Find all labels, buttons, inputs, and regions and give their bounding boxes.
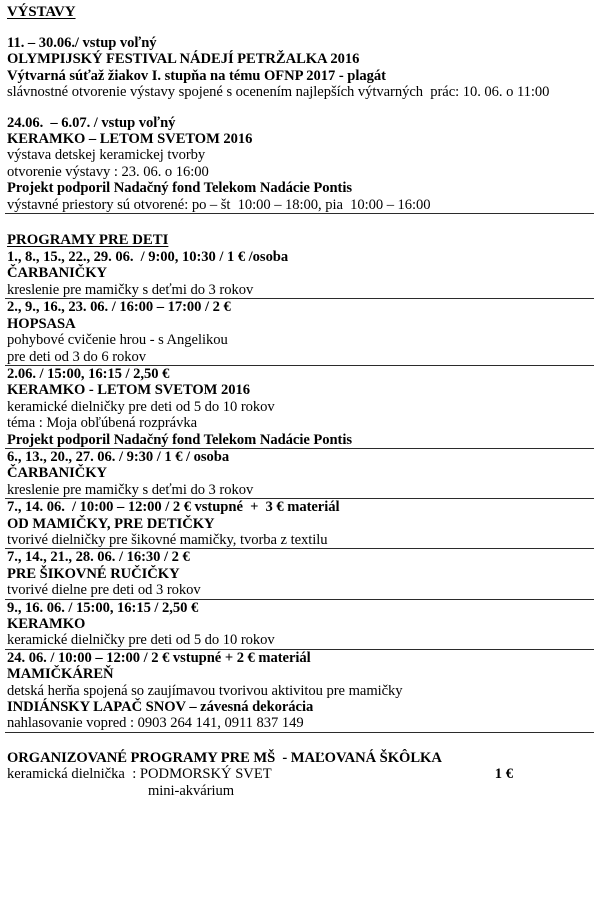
entry-line: Výtvarná súťaž žiakov I. stupňa na tému OFNP 2017 - plagát	[7, 67, 386, 84]
entry-line: KERAMKO – LETOM SVETOM 2016	[7, 131, 253, 148]
entry-line: 6., 13., 20., 27. 06. / 9:30 / 1 € / osoba	[7, 448, 230, 465]
section-organizovane-programy	[0, 733, 600, 799]
entry-line: otvorenie výstavy : 23. 06. o 16:00	[7, 163, 209, 180]
entry-line: pohybové cvičenie hrou - s Angelikou	[7, 332, 228, 349]
program-entry-carbanicky-2	[0, 449, 600, 498]
entry-line: kreslenie pre mamičky s deťmi do 3 rokov	[7, 281, 254, 298]
entry-line: KERAMKO	[7, 616, 86, 632]
priced-row-podmorsky-svet	[7, 766, 595, 782]
entry-line: Projekt podporil Nadačný fond Telekom Nadácie Pontis	[7, 180, 352, 197]
entry-line: nahlasovanie vopred : 0903 264 141, 0911 837 149	[7, 715, 304, 732]
entry-keramko-letom-svetom	[7, 115, 595, 213]
section-heading-programy-pre-deti: PROGRAMY PRE DETI	[7, 232, 169, 249]
program-entry-pre-sikovne-rucicky	[0, 549, 600, 598]
priced-row-spacer	[272, 766, 495, 782]
section-heading-vystavy: VÝSTAVY	[7, 4, 76, 20]
entry-line: 24.06. – 6.07. / vstup voľný	[7, 114, 176, 131]
entry-line: keramické dielničky pre deti od 5 do 10 rokov	[7, 632, 275, 649]
entry-line: OLYMPIJSKÝ FESTIVAL NÁDEJÍ PETRŽALKA 2016	[7, 51, 360, 68]
entry-line: KERAMKO - LETOM SVETOM 2016	[7, 382, 250, 399]
spacer-before-organizovane-heading	[7, 733, 595, 750]
spacer-after-vystavy-heading	[7, 21, 595, 35]
entry-line: 7., 14., 21., 28. 06. / 16:30 / 2 €	[7, 549, 190, 566]
entry-line: 2.06. / 15:00, 16:15 / 2,50 €	[7, 365, 170, 382]
entry-line: slávnostné otvorenie výstavy spojené s ocenením najlepších výtvarných prác: 10. 06. o 11:00	[7, 84, 550, 101]
program-entry-od-mamicky-pre-deticky	[0, 499, 600, 548]
entry-line: výstavné priestory sú otvorené: po – št 10:00 – 18:00, pia 10:00 – 16:00	[7, 196, 431, 213]
entry-line: výstava detskej keramickej tvorby	[7, 147, 206, 164]
entry-line: 7., 14. 06. / 10:00 – 12:00 / 2 € vstupné + 3 € materiál	[7, 499, 340, 516]
entry-line: pre deti od 3 do 6 rokov	[7, 348, 147, 365]
priced-row-subline: mini-akvárium	[148, 782, 235, 799]
spacer-between-exhibitions	[7, 101, 595, 115]
entry-line: OD MAMIČKY, PRE DETIČKY	[7, 515, 215, 532]
entry-line: PRE ŠIKOVNÉ RUČIČKY	[7, 565, 180, 582]
entry-line: 24. 06. / 10:00 – 12:00 / 2 € vstupné + 2 € materiál	[7, 649, 311, 666]
section-heading-organizovane-programy: ORGANIZOVANÉ PROGRAMY PRE MŠ - MAĽOVANÁ ŠKÔLKA	[7, 749, 442, 766]
entry-line: INDIÁNSKY LAPAČ SNOV – závesná dekorácia	[7, 699, 314, 716]
entry-line: ČARBANIČKY	[7, 265, 108, 282]
program-entry-carbanicky-1	[7, 249, 595, 298]
entry-line: HOPSASA	[7, 315, 76, 332]
entry-line: kreslenie pre mamičky s deťmi do 3 rokov	[7, 481, 254, 498]
program-entry-keramko	[0, 600, 600, 649]
entry-line: 1., 8., 15., 22., 29. 06. / 9:00, 10:30 / 1 € /osoba	[7, 249, 289, 266]
entry-line: 9., 16. 06. / 15:00, 16:15 / 2,50 €	[7, 599, 199, 616]
priced-row-label: keramická dielnička : PODMORSKÝ SVET	[7, 766, 272, 783]
section-programy-pre-deti	[0, 214, 600, 298]
entry-line: tvorivé dielne pre deti od 3 rokov	[7, 582, 201, 599]
entry-line: keramické dielničky pre deti od 5 do 10 rokov	[7, 398, 275, 415]
program-entry-keramko-letom-svetom	[0, 366, 600, 448]
entry-line: detská herňa spojená so zaujímavou tvorivou aktivitou pre mamičky	[7, 682, 403, 699]
section-vystavy	[0, 0, 600, 213]
entry-line: Projekt podporil Nadačný fond Telekom Nadácie Pontis	[7, 431, 352, 448]
section-heading-vystavy-wrap	[7, 3, 595, 21]
entry-line: tvorivé dielničky pre šikovné mamičky, tvorba z textilu	[7, 531, 328, 548]
program-entry-hopsasa	[0, 299, 600, 365]
entry-olympijsky-festival	[7, 35, 595, 101]
priced-row-price: 1 €	[494, 766, 513, 783]
spacer-before-programy-heading	[7, 214, 595, 231]
entry-line: MAMIČKÁREŇ	[7, 666, 114, 683]
entry-line: téma : Moja obľúbená rozprávka	[7, 415, 198, 432]
section-heading-programy-wrap	[7, 231, 595, 249]
entry-line: 2., 9., 16., 23. 06. / 16:00 – 17:00 / 2 €	[7, 299, 231, 316]
entry-line: 11. – 30.06./ vstup voľný	[7, 35, 157, 51]
entry-line: ČARBANIČKY	[7, 465, 108, 482]
program-entry-mamickaren	[0, 650, 600, 732]
